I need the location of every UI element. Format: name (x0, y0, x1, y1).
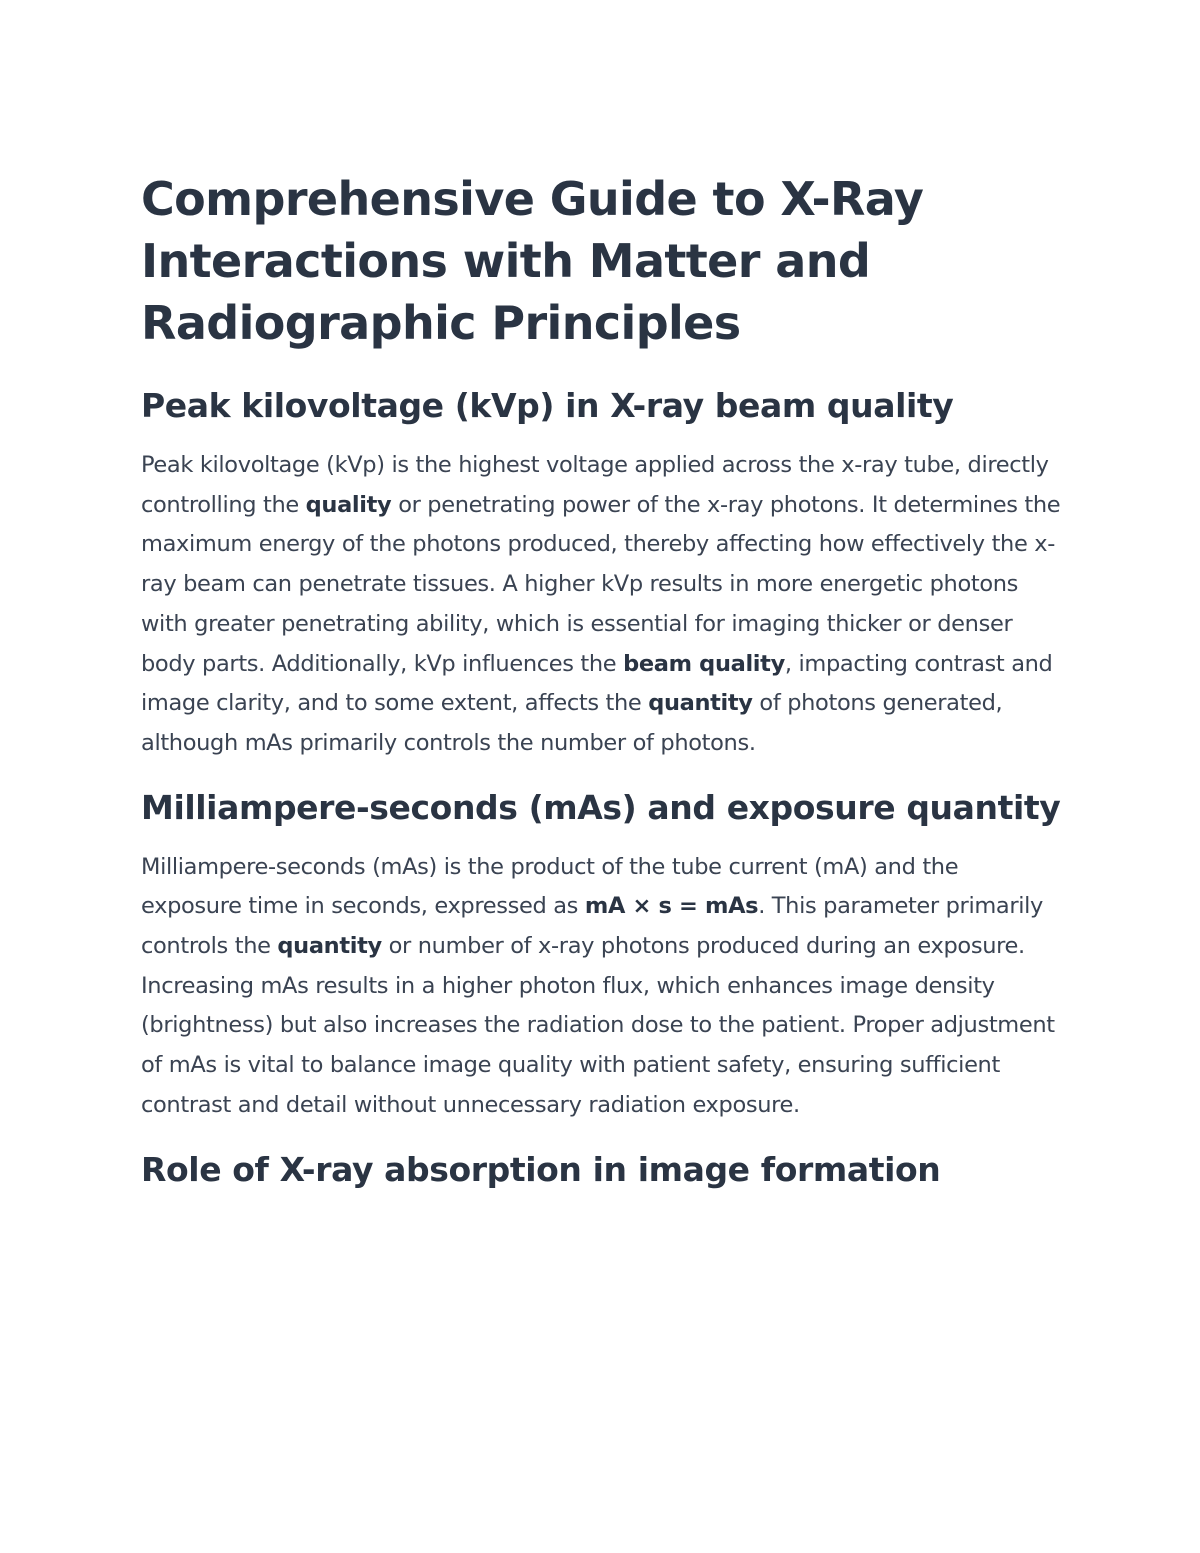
document-page (141, 168, 1061, 1198)
bold-term-beam-quality: beam quality (623, 650, 785, 677)
paragraph-run: Peak kilovoltage (kVp) is the highest voltage applied across the x-ray tube, directly controlling the (141, 452, 1049, 518)
document-title: Comprehensive Guide to X-Ray Interactions with Matter and Radiographic Principles (141, 172, 924, 350)
section-paragraph-kvp (141, 446, 1061, 764)
paragraph-run: . This parameter primarily controls the (141, 893, 1044, 960)
section-paragraph-mas (141, 848, 1061, 1126)
paragraph-run: or number of x-ray photons produced during an exposure. Increasing mAs results in a higher photon flux, which enhances image density (brightness) but also increases the radiation dose to the patient. Proper adjustment of mAs is vital to balance image quality with patient safety, ensuring sufficient contrast and detail without unnecessary radiation exposure. (141, 933, 1055, 1118)
section-heading-mas: Milliampere-seconds (mAs) and exposure quantity (141, 787, 1061, 827)
paragraph-run: of photons generated, although mAs primarily controls the number of photons. (141, 690, 1003, 756)
section-heading-kvp: Peak kilovoltage (kVp) in X-ray beam quality (141, 386, 954, 425)
paragraph-run: or penetrating power of the x-ray photons. It determines the maximum energy of the photons produced, thereby affecting how effectively the x-ray beam can penetrate tissues. A higher kVp results in more energetic photons with greater penetrating ability, which is essential for imaging thicker or denser body parts. Additionally, kVp influences the (141, 491, 1061, 677)
bold-term-quality: quality (305, 491, 392, 518)
paragraph-run: Milliampere-seconds (mAs) is the product of the tube current (mA) and the exposure time in seconds, expressed as (141, 853, 959, 920)
paragraph-run: , impacting contrast and image clarity, and to some extent, affects the (141, 650, 1053, 717)
section-heading-absorption: Role of X-ray absorption in image formation (141, 1149, 941, 1189)
bold-term-quantity: quantity (277, 933, 382, 960)
bold-term-quantity: quantity (648, 690, 753, 717)
bold-term-formula: mA × s = mAs (584, 893, 759, 920)
